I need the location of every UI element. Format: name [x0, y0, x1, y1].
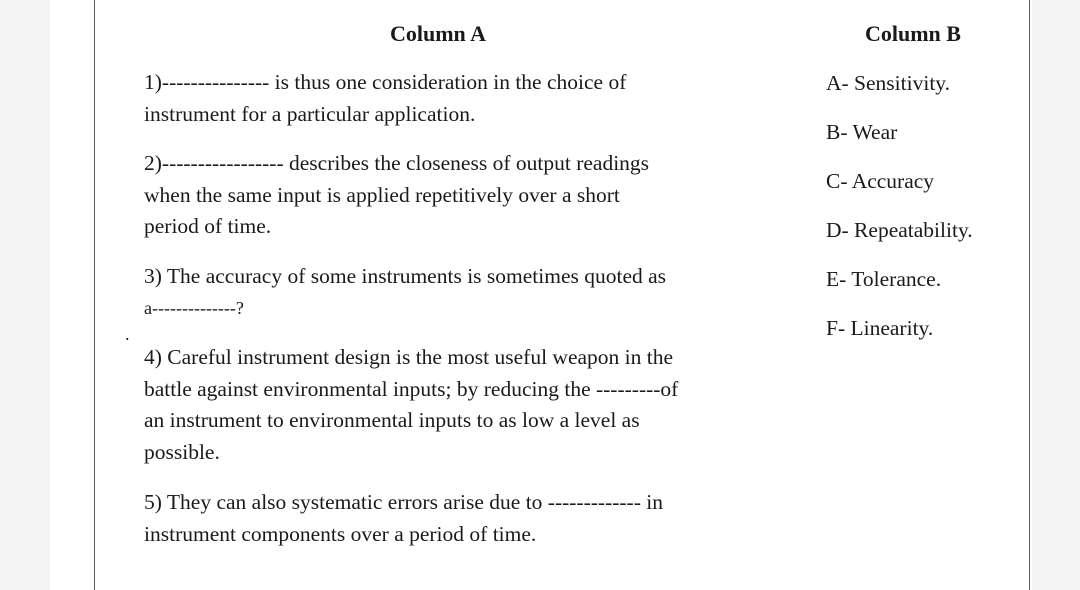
margin-dot: . — [125, 324, 130, 344]
question-2-line-1: 2)----------------- describes the closeness of output readings — [144, 151, 650, 175]
table-right-border — [1029, 0, 1030, 590]
question-3 — [144, 261, 666, 324]
question-4-line-3: an instrument to environmental inputs to as low a level as — [144, 408, 640, 432]
question-2-line-3: period of time. — [144, 214, 272, 238]
column-b-header: Column B — [865, 21, 961, 46]
question-1 — [144, 67, 626, 130]
question-4-line-4: possible. — [144, 439, 220, 464]
question-1-line-1: 1)--------------- is thus one consideration in the choice of — [144, 70, 627, 94]
option-c: C- Accuracy — [826, 169, 935, 193]
question-4-line-2: battle against environmental inputs; by reducing the ---------of — [144, 376, 679, 401]
table-left-border — [94, 0, 95, 590]
question-2-line-2: when the same input is applied repetitively over a short — [144, 182, 620, 207]
question-5 — [144, 487, 663, 550]
question-1-line-2: instrument for a particular application. — [144, 101, 476, 126]
option-b: B- Wear — [826, 120, 898, 144]
column-a-header: Column A — [390, 21, 486, 46]
option-d: D- Repeatability. — [826, 218, 973, 242]
option-e: E- Tolerance. — [826, 267, 942, 291]
question-4 — [144, 342, 678, 468]
option-a: A- Sensitivity. — [826, 71, 951, 95]
question-3-line-1: 3) The accuracy of some instruments is sometimes quoted as — [144, 264, 667, 288]
question-5-line-1: 5) They can also systematic errors arise due to ------------- in — [144, 490, 663, 514]
question-4-line-1: 4) Careful instrument design is the most useful weapon in the — [144, 345, 674, 369]
option-f: F- Linearity. — [826, 316, 934, 340]
question-3-line-2: a--------------? — [144, 297, 244, 318]
question-2 — [144, 148, 649, 243]
question-5-line-2: instrument components over a period of time. — [144, 521, 537, 546]
